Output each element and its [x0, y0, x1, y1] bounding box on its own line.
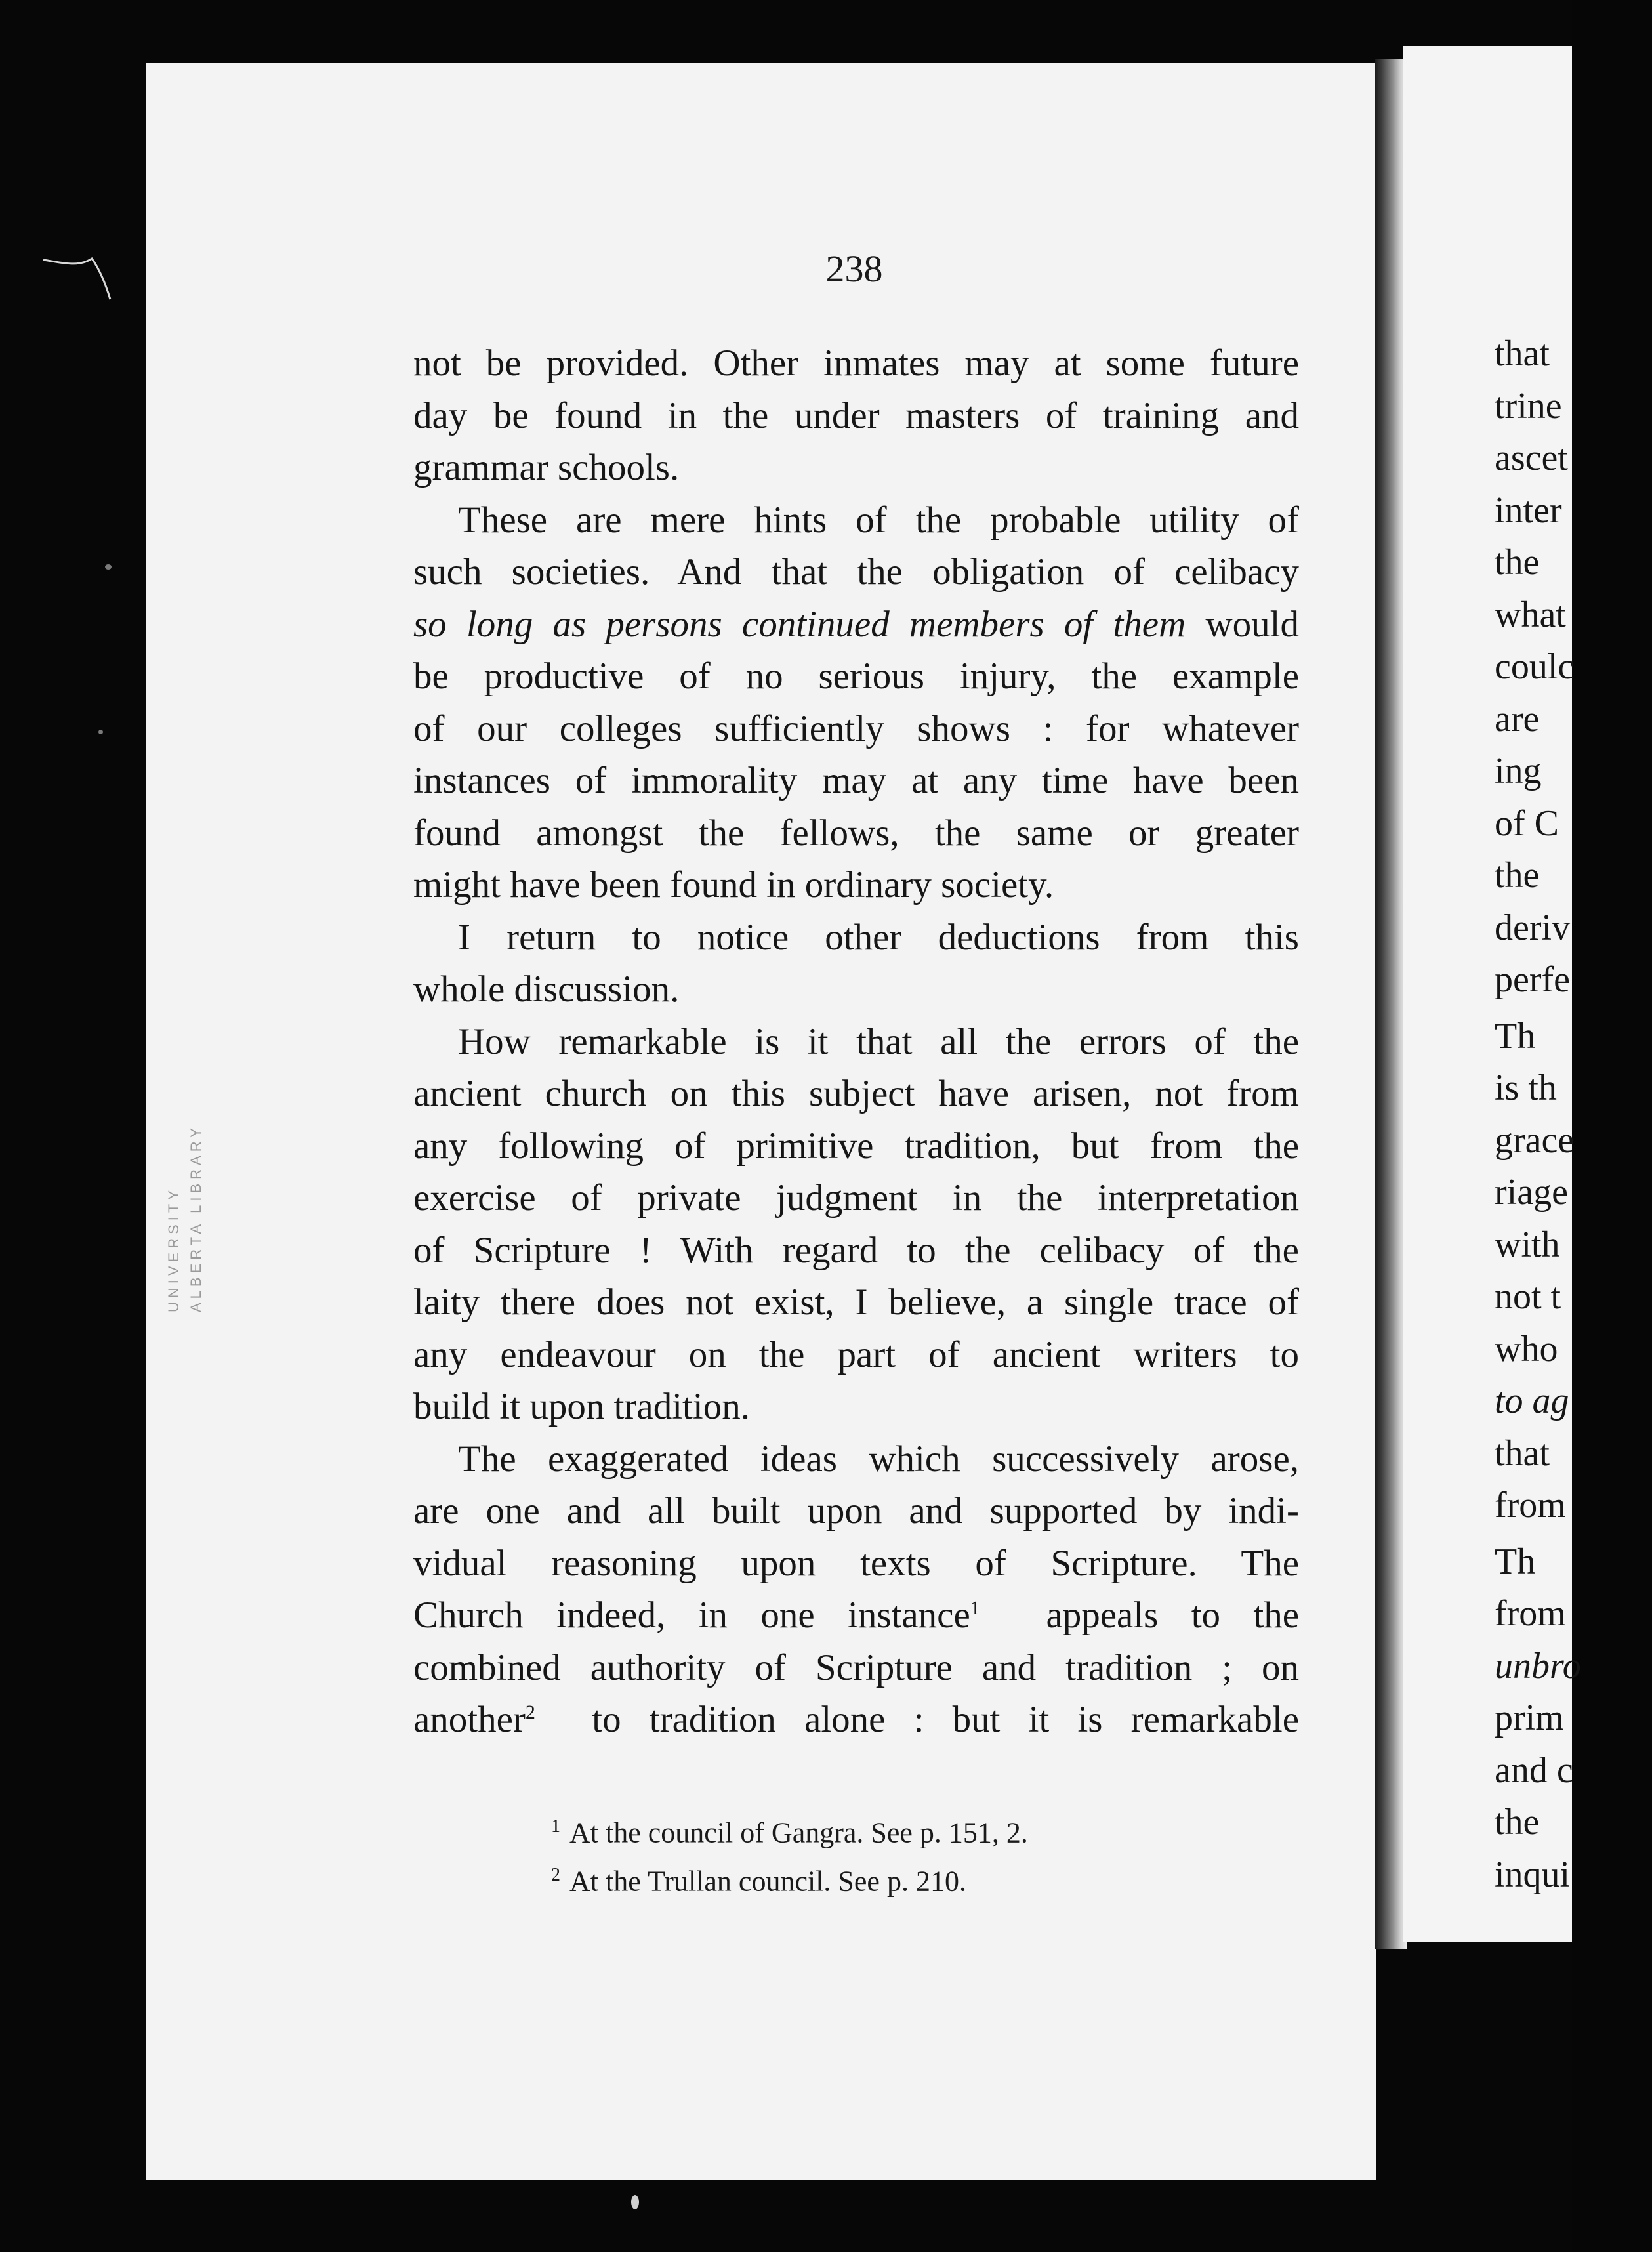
- right-page-line-fragment: who: [1495, 1328, 1558, 1369]
- paragraph: [413, 1016, 1299, 1433]
- text-line: such societies. And that the obligation of celibacy: [413, 551, 1299, 593]
- text-fragment: would: [1205, 603, 1299, 645]
- footnote-ref: 1: [970, 1597, 980, 1619]
- paragraph: [413, 911, 1299, 1016]
- text-line: are one and all built upon and supported by indi-: [413, 1490, 1299, 1532]
- text-fragment: Church indeed, in one instance: [413, 1595, 970, 1636]
- library-stamp-line: UNIVERSITY: [165, 1186, 182, 1312]
- right-page-line-fragment: are: [1495, 698, 1540, 740]
- right-page-line-fragment: with: [1495, 1224, 1560, 1265]
- right-page-line-fragment: is th: [1495, 1068, 1557, 1108]
- footnotes: [551, 1806, 1207, 1902]
- right-page-line-fragment: ascet: [1495, 438, 1568, 478]
- text-line: found amongst the fellows, the same or greater: [413, 812, 1299, 854]
- scan-speck: [631, 2195, 639, 2209]
- paragraph: [413, 1433, 1299, 1746]
- footnote: [551, 1854, 1207, 1903]
- text-line: [413, 1694, 1299, 1746]
- text-line: instances of immorality may at any time have been: [413, 760, 1299, 801]
- scan-speck: [98, 730, 103, 734]
- right-page-line-fragment: the: [1495, 855, 1540, 896]
- right-page-line-fragment: what: [1495, 594, 1566, 635]
- right-page-line-fragment: grace: [1495, 1119, 1575, 1161]
- right-page-line-fragment: trine: [1495, 385, 1562, 427]
- right-page-line-fragment: from: [1495, 1593, 1566, 1634]
- italic-phrase: so long as persons continued members of them: [413, 603, 1186, 645]
- text-line: ancient church on this subject have arisen, not from: [413, 1073, 1299, 1114]
- right-page-line-fragment: that: [1495, 333, 1550, 374]
- text-line: any following of primitive tradition, but from the: [413, 1125, 1299, 1167]
- text-line: [413, 598, 1299, 651]
- right-page-line-fragment: inter: [1495, 490, 1562, 531]
- right-page-line-fragment: of C: [1495, 803, 1559, 844]
- right-page-line-fragment: unbro: [1495, 1645, 1581, 1686]
- library-stamp: [163, 945, 215, 1312]
- right-page-line-fragment: inqui: [1495, 1854, 1571, 1895]
- right-page-line-fragment: Th: [1495, 1541, 1536, 1582]
- footnote-text: At the Trullan council. See p. 210.: [569, 1865, 966, 1898]
- scan-speck: [105, 564, 112, 570]
- text-line: might have been found in ordinary society.: [413, 864, 1054, 906]
- text-fragment: appeals to the: [1046, 1595, 1300, 1636]
- footnote: [551, 1806, 1207, 1854]
- right-page-line-fragment: the: [1495, 542, 1540, 583]
- right-page-line-fragment: that: [1495, 1432, 1550, 1474]
- text-line: vidual reasoning upon texts of Scripture. The: [413, 1542, 1299, 1584]
- text-line: grammar schools.: [413, 447, 680, 488]
- right-page-line-fragment: ing: [1495, 751, 1542, 791]
- text-line: I return to notice other deductions from this: [458, 916, 1299, 958]
- right-page-line-fragment: coulc: [1495, 646, 1575, 687]
- paragraph: [413, 337, 1299, 494]
- text-line: laity there does not exist, I believe, a single trace of: [413, 1282, 1299, 1323]
- text-line: of Scripture ! With regard to the celibacy of the: [413, 1229, 1299, 1271]
- right-page-line-fragment: riage: [1495, 1172, 1568, 1213]
- library-stamp-line: ALBERTA LIBRARY: [188, 1124, 204, 1312]
- text-line: combined authority of Scripture and tradition ; on: [413, 1646, 1299, 1688]
- right-page-line-fragment: perfe: [1495, 959, 1571, 1000]
- right-page-line-fragment: from: [1495, 1485, 1566, 1526]
- page-body: [413, 337, 1299, 1746]
- text-line: whole discussion.: [413, 969, 680, 1010]
- text-line: These are mere hints of the probable utility of: [458, 499, 1299, 541]
- footnote-ref: 2: [525, 1701, 535, 1723]
- text-line: [413, 1589, 1299, 1642]
- right-page-line-fragment: the: [1495, 1802, 1540, 1843]
- text-line: day be found in the under masters of training and: [413, 394, 1299, 436]
- text-fragment: another: [413, 1699, 526, 1740]
- scan-artifact: [42, 248, 114, 301]
- text-line: exercise of private judgment in the interpretation: [413, 1177, 1299, 1219]
- footnote-text: At the council of Gangra. See p. 151, 2.: [569, 1816, 1028, 1849]
- right-page-line-fragment: Th: [1495, 1015, 1536, 1056]
- right-page-text: [1495, 328, 1652, 1901]
- paragraph: [413, 494, 1299, 911]
- text-line: How remarkable is it that all the errors of the: [458, 1020, 1299, 1062]
- right-page-line-fragment: deriv: [1495, 907, 1571, 948]
- text-line: any endeavour on the part of ancient writers to: [413, 1333, 1299, 1375]
- right-page-line-fragment: prim: [1495, 1698, 1564, 1738]
- text-line: be productive of no serious injury, the example: [413, 656, 1299, 697]
- text-line: not be provided. Other inmates may at some future: [413, 343, 1299, 384]
- text-line: The exaggerated ideas which successively arose,: [458, 1438, 1299, 1480]
- book-gutter: [1375, 59, 1407, 1949]
- footnote-mark: 1: [551, 1816, 560, 1837]
- text-line: of our colleges sufficiently shows : for whatever: [413, 707, 1299, 749]
- right-page-line-fragment: to ag: [1495, 1381, 1569, 1421]
- page-number: 238: [825, 247, 883, 290]
- right-page-line-fragment: not t: [1495, 1276, 1561, 1317]
- footnote-mark: 2: [551, 1864, 560, 1885]
- text-line: build it upon tradition.: [413, 1386, 750, 1427]
- text-fragment: to tradition alone : but it is remarkable: [592, 1699, 1299, 1740]
- right-page-line-fragment: and c: [1495, 1749, 1573, 1791]
